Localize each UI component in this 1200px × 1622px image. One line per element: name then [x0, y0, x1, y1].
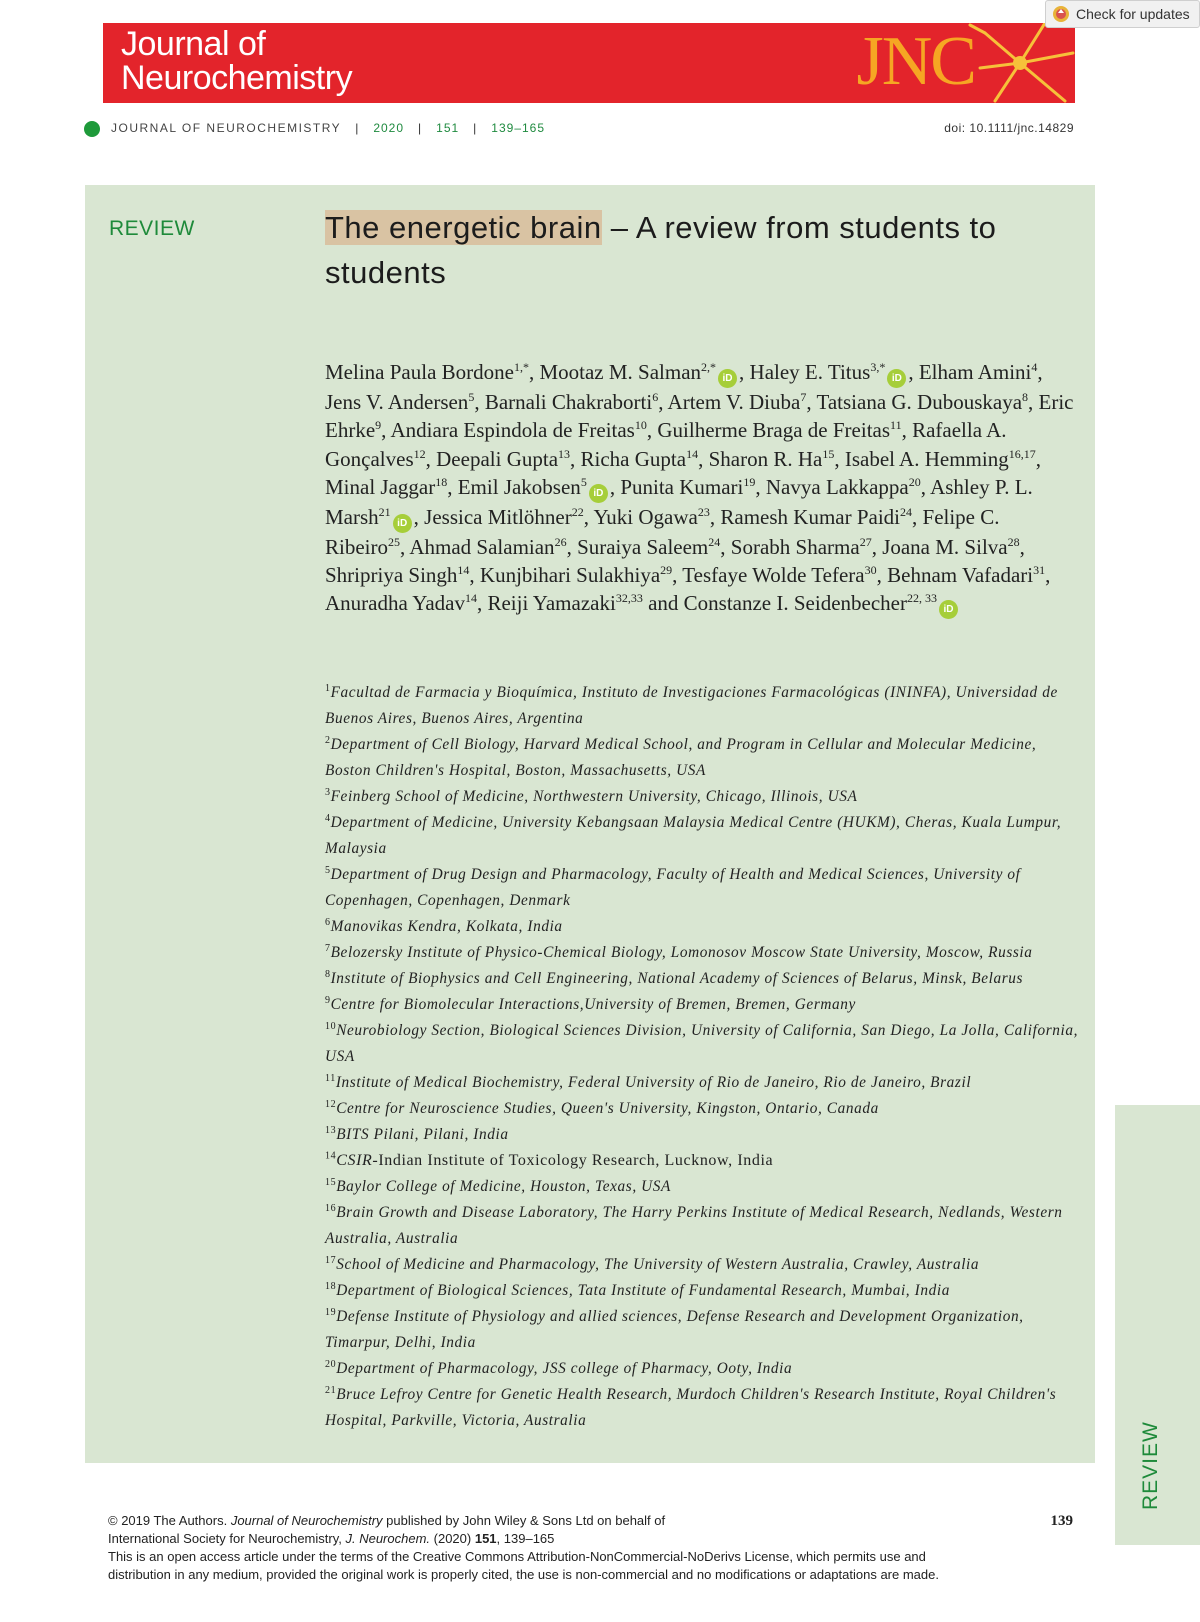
check-for-updates-icon: [1052, 5, 1070, 23]
affiliation: [325, 914, 1080, 940]
author: [577, 535, 720, 559]
affiliation-number: 15: [325, 1176, 337, 1188]
affiliation-text: School of Medicine and Pharmacology, The University of Western Australia, Crawley, Australia: [336, 1256, 980, 1273]
author-affiliation-sup: 22, 33: [906, 591, 937, 606]
affiliation: [325, 940, 1080, 966]
affiliation-number: 9: [325, 994, 331, 1006]
author-affiliation-sup: 27: [859, 534, 872, 549]
neuron-icon: [965, 23, 1075, 103]
author-affiliation-sup: 28: [1007, 534, 1020, 549]
author-name: Ahmad Salamian: [409, 534, 555, 559]
author-name: Eric Ehrke: [325, 390, 1074, 443]
author: [887, 563, 1045, 587]
affiliation-number: 10: [325, 1020, 337, 1032]
affiliation-text: Department of Drug Design and Pharmacology, Faculty of Health and Medical Sciences, University of Copenhagen, Copenhagen, Denmark: [325, 866, 1021, 909]
affiliation: [325, 1096, 1080, 1122]
title-highlight: The energetic brain: [325, 210, 602, 245]
affiliation-text: Belozersky Institute of Physico-Chemical Biology, Lomonosov Moscow State University, Moscow, Russia: [330, 944, 1033, 961]
doi[interactable]: doi: 10.1111/jnc.14829: [944, 121, 1074, 135]
author-affiliation-sup: 14: [464, 591, 477, 606]
affiliation-number: 19: [325, 1306, 337, 1318]
author: [684, 591, 960, 615]
author-name: Ramesh Kumar Paidi: [720, 504, 901, 529]
affiliation-text: Centre for Neuroscience Studies, Queen's University, Kingston, Ontario, Canada: [336, 1100, 879, 1117]
affiliation-text: Department of Biological Sciences, Tata Institute of Fundamental Research, Mumbai, India: [336, 1282, 950, 1299]
author-name: Melina Paula Bordone: [325, 360, 514, 384]
author-name: Felipe C. Ribeiro: [325, 504, 1000, 559]
affiliation-number: 18: [325, 1280, 337, 1292]
affiliation-number: 3: [325, 786, 331, 798]
author-affiliation-sup: 26: [554, 534, 567, 549]
affiliation-text: Institute of Biophysics and Cell Engineering, National Academy of Sciences of Belarus, Minsk, Belarus: [330, 970, 1024, 987]
affiliation-text: Department of Pharmacology, JSS college of Pharmacy, Ooty, India: [336, 1360, 793, 1377]
author-name: Deepali Gupta: [436, 446, 559, 471]
author-name: Sharon R. Ha: [708, 446, 823, 471]
author: [325, 390, 474, 414]
author-affiliation-sup: 7: [800, 390, 807, 404]
author-name: Reiji Yamazaki: [487, 591, 616, 616]
author-affiliation-sup: 2,*: [701, 360, 717, 374]
journal-meta-line: [84, 119, 1074, 141]
orcid-icon[interactable]: iD: [589, 484, 608, 503]
author-name: Emil Jakobsen: [457, 474, 581, 499]
author-name: Richa Gupta: [580, 446, 687, 471]
check-for-updates-label: Check for updates: [1076, 6, 1190, 22]
author: [620, 475, 755, 499]
author-list: Melina Paula Bordone$^{1,*}$, Mootaz M. Salman$^{2,*}$iD , Haley E. Titus$^{3,*}$iD , Elham Amini$^4$, Jens V. Andersen$^5$, Barnali Chakraborti$^6$, Artem V. Diuba$^7$, Tatsiana G. Dubouskaya$^8$, Eric Ehrke$^9$, Andiara Espindola de Freitas$^{10}$, Guilherme Braga de Freitas$^{11}$, Rafaella A. Gonçalves$^{12}$, Deepali Gupta$^{13}$, Richa Gupta$^{14}$, Sharon R. Ha$^{15}$, Isabel A. Hemming$^{16,17}$, Minal Jaggar$^{18}$, Emil Jakobsen$^5$iD , Punita Kumari$^{19}$, Navya Lakkappa$^{20}$, Ashley P. L. Marsh$^{21}$iD , Jessica Mitlöhner$^{22}$, Yuki Ogawa$^{23}$, Ramesh Kumar Paidi$^{24}$, Felipe C. Ribeiro$^{25}$, Ahmad Salamian$^{26}$, Suraiya Saleem$^{24}$, Sorabh Sharma$^{27}$, Joana M. Silva$^{28}$, Shripriya Singh$^{14}$, Kunjbihari Sulakhiya$^{29}$, Tesfaye Wolde Tefera$^{30}$, Behnam Vafadari$^{31}$, Anuradha Yadav$^{14}$, Reiji Yamazaki$^{32,33}$ and Constanze I. Seidenbecher$^{22, 33}$iD: [325, 358, 1080, 619]
author-affiliation-sup: 22: [571, 504, 584, 519]
affiliation-text: Institute of Medical Biochemistry, Federal University of Rio de Janeiro, Rio de Janeiro, Brazil: [335, 1074, 972, 1091]
author-affiliation-sup: 23: [697, 504, 710, 519]
affiliation-text: Department of Cell Biology, Harvard Medical School, and Program in Cellular and Molecular Medicine, Boston Children's Hospital, Boston, Massachusetts, USA: [325, 736, 1037, 779]
author-affiliation-sup: 1,*: [513, 360, 529, 374]
jnc-logo: JNC: [856, 23, 975, 100]
author-joiner: and: [642, 591, 684, 616]
author: [845, 447, 1036, 471]
author: [731, 535, 872, 559]
author-name: Tatsiana G. Dubouskaya: [816, 390, 1023, 414]
author-name: Jessica Mitlöhner: [424, 504, 572, 529]
author-name: Kunjbihari Sulakhiya: [479, 563, 661, 588]
author: [593, 505, 709, 529]
affiliation-text: Baylor College of Medicine, Houston, Texas, USA: [336, 1178, 672, 1195]
affiliation-number: 11: [325, 1072, 336, 1084]
author-name: Andiara Espindola de Freitas: [390, 418, 635, 443]
affiliation-text: Defense Institute of Physiology and allied sciences, Defense Research and Development Organization, Timarpur, Delhi, India: [325, 1308, 1024, 1351]
affiliation-number: 7: [325, 942, 331, 954]
author: [581, 447, 699, 471]
meta-journal: JOURNAL OF NEUROCHEMISTRY: [111, 121, 342, 135]
green-dot-icon: [84, 121, 100, 137]
orcid-icon[interactable]: iD: [887, 369, 906, 388]
affiliation: [325, 810, 1080, 862]
affiliation-number: 12: [325, 1098, 337, 1110]
author-name: Shripriya Singh: [325, 563, 458, 588]
author-name: Tesfaye Wolde Tefera: [682, 563, 865, 588]
affiliation: [325, 862, 1080, 914]
affiliation-number: 20: [325, 1358, 337, 1370]
author: [487, 591, 642, 615]
check-for-updates-button[interactable]: [1045, 0, 1200, 28]
affiliation: [325, 732, 1080, 784]
author-affiliation-sup: 20: [908, 474, 921, 489]
affiliation-text: Manovikas Kendra, Kolkata, India: [330, 918, 563, 935]
author-name: Anuradha Yadav: [325, 591, 465, 616]
meta-separator: |: [355, 121, 360, 135]
footer: [108, 1512, 1073, 1584]
author: [720, 505, 912, 529]
author-affiliation-sup: 8: [1022, 390, 1029, 404]
author: [325, 591, 477, 615]
author-name: Rafaella A. Gonçalves: [325, 418, 1007, 471]
author-affiliation-sup: 21: [378, 504, 391, 519]
author-name: Guilherme Braga de Freitas: [657, 418, 891, 443]
affiliation-number: 1: [325, 682, 331, 694]
affiliation-text: Centre for Biomolecular Interactions,University of Bremen, Bremen, Germany: [330, 996, 856, 1013]
author: [409, 535, 566, 559]
author-affiliation-sup: 13: [558, 446, 571, 461]
author: [919, 360, 1038, 384]
author-name: Constanze I. Seidenbecher: [683, 591, 907, 616]
affiliation: [325, 966, 1080, 992]
author-name: Sorabh Sharma: [730, 534, 860, 559]
author-affiliation-sup: 3,*: [870, 360, 886, 374]
affiliation-number: 5: [325, 864, 331, 876]
author: [750, 360, 909, 384]
affiliation: [325, 1018, 1080, 1070]
affiliation: [325, 784, 1080, 810]
author-affiliation-sup: 16,17: [1008, 446, 1036, 461]
affiliation-number: 4: [325, 812, 331, 824]
affiliation-number: 6: [325, 916, 331, 928]
author-name: Suraiya Saleem: [577, 534, 709, 559]
article-header-panel: [85, 185, 1095, 1463]
journal-name: Journal of Neurochemistry: [121, 25, 353, 97]
author-name: Artem V. Diuba: [667, 390, 801, 414]
article-title: [325, 205, 1065, 295]
author-name: Mootaz M. Salman: [539, 360, 702, 384]
author-affiliation-sup: 14: [457, 563, 470, 578]
author: [657, 418, 901, 442]
affiliation: [325, 1070, 1080, 1096]
affiliation-prefix: CSIR-: [336, 1152, 379, 1169]
author-affiliation-sup: 5: [580, 474, 587, 489]
author-name: Ashley P. L. Marsh: [325, 474, 1033, 529]
affiliation: [325, 1148, 1080, 1174]
author-affiliation-sup: 30: [864, 563, 877, 578]
side-tab-label: REVIEW: [1139, 1421, 1162, 1510]
affiliation: [325, 1200, 1080, 1252]
affiliation-text: Department of Medicine, University Kebangsaan Malaysia Medical Centre (HUKM), Cheras, Kuala Lumpur, Malaysia: [325, 814, 1062, 857]
author: [325, 360, 529, 384]
affiliation-text: Indian Institute of Toxicology Research, Lucknow, India: [378, 1152, 774, 1169]
author: [882, 535, 1019, 559]
affiliation-number: 21: [325, 1384, 337, 1396]
affiliation-number: 17: [325, 1254, 337, 1266]
copyright-line: © 2019 The Authors. Journal of Neurochemistry published by John Wiley & Sons Ltd on behalf of: [108, 1513, 666, 1528]
meta-separator: |: [473, 121, 478, 135]
author: [391, 418, 647, 442]
affiliation-text: Bruce Lefroy Centre for Genetic Health Research, Murdoch Children's Research Institute, Royal Children's Hospital, Parkville, Victoria, Australia: [325, 1386, 1057, 1429]
author: [816, 390, 1028, 414]
affiliation-text: Neurobiology Section, Biological Sciences Division, University of California, San Diego, La Jolla, California, USA: [325, 1022, 1079, 1065]
author-name: Behnam Vafadari: [887, 563, 1034, 588]
orcid-icon[interactable]: iD: [393, 514, 412, 533]
meta-pages: 139–165: [491, 121, 546, 135]
author-affiliation-sup: 9: [375, 418, 382, 433]
author-affiliation-sup: 6: [652, 390, 659, 404]
orcid-icon[interactable]: iD: [718, 369, 737, 388]
author-affiliation-sup: 29: [660, 563, 673, 578]
author-affiliation-sup: 31: [1033, 563, 1046, 578]
affiliation-number: 13: [325, 1124, 337, 1136]
author: [436, 447, 570, 471]
affiliation: [325, 1278, 1080, 1304]
affiliation: [325, 1252, 1080, 1278]
license-line: distribution in any medium, provided the original work is properly cited, the use is non-commercial and no modifications or adaptations are made.: [108, 1567, 939, 1582]
affiliation-number: 14: [325, 1150, 337, 1162]
author-name: Yuki Ogawa: [593, 504, 698, 529]
affiliation-number: 16: [325, 1202, 337, 1214]
author: [709, 447, 835, 471]
affiliation: [325, 1382, 1080, 1434]
author: [480, 563, 672, 587]
author: [682, 563, 876, 587]
author-affiliation-sup: 19: [743, 474, 756, 489]
affiliation: [325, 1304, 1080, 1356]
author-name: Navya Lakkappa: [765, 474, 909, 499]
author-affiliation-sup: 24: [900, 504, 913, 519]
author: [539, 360, 739, 384]
license-line: This is an open access article under the terms of the Creative Commons Attribution-NonCommercial-NoDerivs License, which permits use and: [108, 1549, 926, 1564]
journal-banner: [103, 23, 1075, 103]
author-name: Minal Jaggar: [325, 474, 436, 499]
author-affiliation-sup: 12: [413, 446, 426, 461]
meta-volume: 151: [436, 121, 460, 135]
author-affiliation-sup: 32,33: [615, 591, 643, 606]
author-affiliation-sup: 11: [890, 418, 902, 433]
author-name: Isabel A. Hemming: [844, 446, 1009, 471]
affiliation: [325, 1174, 1080, 1200]
author-name: Jens V. Andersen: [325, 390, 469, 414]
author-affiliation-sup: 25: [388, 534, 400, 549]
affiliation-text: Feinberg School of Medicine, Northwestern University, Chicago, Illinois, USA: [330, 788, 858, 805]
author-name: Haley E. Titus: [749, 360, 871, 384]
affiliation-text: BITS Pilani, Pilani, India: [336, 1126, 509, 1143]
author-affiliation-sup: 24: [708, 534, 721, 549]
author: [458, 475, 610, 499]
author-affiliation-sup: 15: [822, 446, 835, 461]
author-affiliation-sup: 10: [634, 418, 647, 433]
affiliation: [325, 1356, 1080, 1382]
author-affiliation-sup: 4: [1031, 360, 1038, 374]
affiliation-text: Brain Growth and Disease Laboratory, The Harry Perkins Institute of Medical Research, Nedlands, Western Australia, Australia: [325, 1204, 1063, 1247]
author: [325, 475, 447, 499]
article-type-label: REVIEW: [109, 217, 195, 240]
author-affiliation-sup: 18: [435, 474, 448, 489]
affiliation-text: Facultad de Farmacia y Bioquímica, Instituto de Investigaciones Farmacológicas (ININFA), Universidad de Buenos Aires, Buenos Aires, Argentina: [325, 684, 1058, 727]
author: [668, 390, 807, 414]
affiliation: [325, 680, 1080, 732]
affiliation: [325, 1122, 1080, 1148]
affiliation-list: [325, 680, 1080, 1434]
author-name: Barnali Chakraborti: [484, 390, 653, 414]
author-name: Punita Kumari: [620, 474, 744, 499]
author-affiliation-sup: 5: [468, 390, 475, 404]
meta-separator: |: [418, 121, 423, 135]
citation-line: International Society for Neurochemistry, J. Neurochem. (2020) 151, 139–165: [108, 1531, 555, 1546]
author: [424, 505, 584, 529]
side-tab: [1115, 1105, 1200, 1545]
author: [766, 475, 921, 499]
author-name: Joana M. Silva: [882, 534, 1008, 559]
affiliation-number: 8: [325, 968, 331, 980]
affiliation-number: 2: [325, 734, 331, 746]
affiliation: [325, 992, 1080, 1018]
author: [325, 563, 469, 587]
author-affiliation-sup: 14: [686, 446, 699, 461]
orcid-icon[interactable]: iD: [939, 600, 958, 619]
title-rest: – A review from students to students: [325, 210, 997, 290]
page-number: 139: [1050, 1513, 1073, 1529]
author: [485, 390, 658, 414]
meta-year: 2020: [373, 121, 405, 135]
author-name: Elham Amini: [918, 360, 1032, 384]
